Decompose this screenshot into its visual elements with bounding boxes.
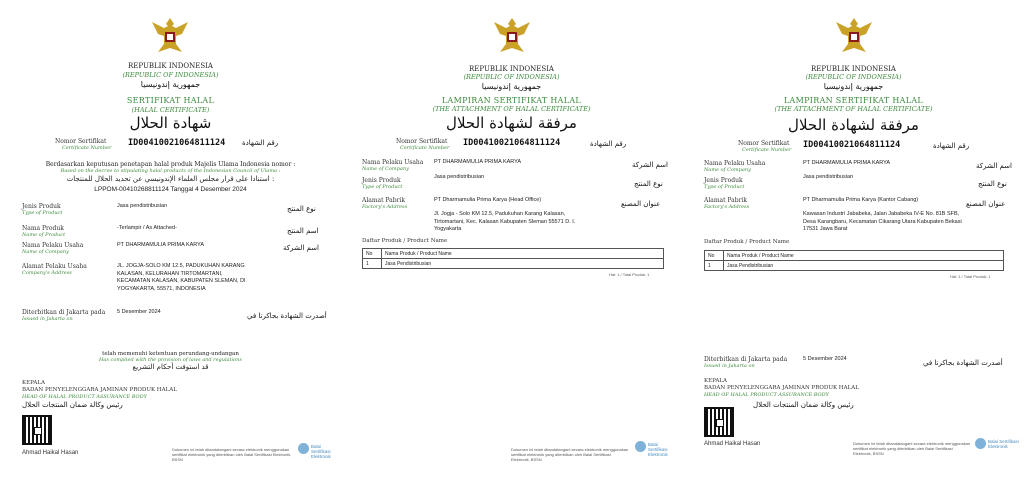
company-label-ar: اسم الشركة [976,162,1012,170]
cert-number-label: Nomor Sertifikat [738,140,790,147]
footer-note: Dokumen ini telah ditandatangani secara elektronik menggunakan sertifikat elektronik yang diterbitkan oleh Balai Sertifikasi Elektronik, BSSN [511,447,629,462]
signer-name: Ahmad Haikal Hasan [22,450,79,456]
certificate-title-en: (HALAL CERTIFICATE) [131,106,210,114]
footer-note: Dokumen ini telah ditandatangani secara elektronik menggunakan sertifikat elektronik yang diterbitkan oleh Balai Sertifikasi Elektronik, BSSN [172,447,292,462]
table-row [363,259,664,269]
bsre-label: Balai Sertifikasi Elektronik [311,444,331,459]
cert-number: ID00410021064811124 [463,138,561,148]
factory-address: Kawasan Industri Jababeka, Jalan Jababeka IV-E No. 81B SFB, Desa Karangbaru, Kecamatan Cikarang Utara Kabupaten Bekasi 17531 Jawa Barat [803,211,962,232]
cert-number-label-ar: رقم الشهادة [933,142,970,150]
attachment-page-head-office [341,0,682,485]
cert-number-label-en: Certificate Number [742,147,792,153]
decree-text: Berdasarkan keputusan penetapan halal produk Majelis Ulama Indonesia nomor : [45,161,296,168]
attachment-title-en: (THE ATTACHMENT OF HALAL CERTIFICATE) [432,105,591,113]
issued-label-en: Issued in Jakarta on [704,363,755,369]
republic-title-ar: جمهورية إندونيسيا [823,82,884,91]
page-counter: Hal: 1 / Total Produk: 1 [609,272,650,277]
comply-text-ar: قد استوفت أحكام التشريع [132,363,209,371]
agency-name-en: HEAD OF HALAL PRODUCT ASSURANCE BODY [22,394,147,400]
col-name-header: Nama Produk / Product Name [724,251,1004,261]
company-value: PT DHARMAMULIA PRIMA KARYA [434,159,522,165]
factory-name: PT Dharmamulia Prima Karya (Head Office) [434,197,542,203]
agency-name-ar: رئيس وكالة ضمان المنتجات الحلال [753,401,854,409]
issued-label: Diterbitkan di Jakarta pada [704,356,788,363]
garuda-emblem-icon [148,14,192,58]
garuda-emblem-icon [490,14,534,58]
attachment-page-branch-office [683,0,1024,485]
kepala-label: KEPALA [22,380,45,386]
product-type-label-en: Type of Product [704,184,745,190]
table-header-row [363,249,664,259]
address-value: JL. JOGJA-SOLO KM 12.5, PADUKUHAN KARANG KALASAN, KELURAHAN TIRTOMARTANI, KECAMATAN KALASAN, KABUPATEN SLEMAN, DI YOGYAKARTA, 55571, INDONESIA [117,263,246,292]
product-name-value: -Terlampir / As Attached- [117,225,177,231]
decree-number: LPPOM-00410268811124 Tanggal 4 Desember 2024 [94,186,247,193]
attachment-title-ar: مرفقة لشهادة الحلال [446,114,577,132]
agency-name-ar: رئيس وكالة ضمان المنتجات الحلال [22,401,123,409]
product-list-label: Daftar Produk / Product Name [704,239,790,245]
company-label: Nama Pelaku Usaha [22,242,84,249]
product-type-label: Jenis Produk [22,203,61,210]
bsre-logo-icon [635,441,646,452]
company-label-en: Name of Company [704,167,751,173]
product-name-label-en: Name of Product [22,232,66,238]
company-value: PT DHARMAMULIA PRIMA KARYA [803,160,891,166]
signer-name: Ahmad Haikal Hasan [704,441,761,447]
kepala-label: KEPALA [704,378,727,384]
republic-title-ar: جمهورية إندونيسيا [481,82,542,91]
cert-number: ID00410021064811124 [128,138,226,148]
factory-label: Alamat Pabrik [704,197,748,204]
bsre-logo-icon [298,443,309,454]
agency-name: BADAN PENYELENGGARA JAMINAN PRODUK HALAL [22,387,177,393]
comply-text-en: Has complied with the provision of laws and regulations [99,357,242,363]
address-label-en: Company's Address [22,270,72,276]
agency-name: BADAN PENYELENGGARA JAMINAN PRODUK HALAL [704,385,859,391]
cert-number-label-en: Certificate Number [62,145,112,151]
decree-text-ar: استنادا على قرار مجلس العلماء الإندونيسي عن تحديد الحلال للمنتجات : [66,175,275,183]
cert-number: ID00410021064811124 [803,140,901,150]
footer-note: Dokumen ini telah ditandatangani secara elektronik menggunakan sertifikat elektronik yang diterbitkan oleh Balai Sertifikasi Elektronik, BSSN [853,441,971,456]
factory-label-ar: عنوان المصنع [966,200,1006,208]
col-name-header: Nama Produk / Product Name [382,249,664,259]
col-no-header: No [363,249,382,259]
product-type-label-en: Type of Product [22,210,63,216]
row-no: 1 [705,261,724,271]
product-type-value: Jasa pendistribusian [803,174,854,180]
garuda-emblem-icon [832,14,876,58]
company-label-en: Name of Company [22,249,69,255]
attachment-title-en: (THE ATTACHMENT OF HALAL CERTIFICATE) [774,105,933,113]
page-counter: Hal: 1 / Total Produk: 1 [950,274,991,279]
cert-number-label: Nomor Sertifikat [396,138,448,145]
agency-name-en: HEAD OF HALAL PRODUCT ASSURANCE BODY [704,392,829,398]
qr-code-icon [704,407,734,437]
product-table [362,248,664,269]
republic-title: REPUBLIK INDONESIA [128,62,213,70]
row-name: Jasa Pendistribusian [382,259,664,269]
republic-title: REPUBLIK INDONESIA [811,65,896,73]
product-type-label: Jenis Produk [362,177,401,184]
table-header-row [705,251,1004,261]
address-label: Alamat Pelaku Usaha [22,263,87,270]
issued-label-en: Issued in Jakarta on [22,316,73,322]
issued-label-ar: أصدرت الشهادة بجاكرتا في [247,312,327,320]
republic-title-en: (REPUBLIC OF INDONESIA) [122,71,219,79]
row-name: Jasa Pendistribusian [724,261,1004,271]
company-label-en: Name of Company [362,166,409,172]
table-row [705,261,1004,271]
company-label: Nama Pelaku Usaha [362,159,424,166]
bsre-label: Balai Sertifikasi Elektronik [988,439,1019,449]
product-type-label-en: Type of Product [362,184,403,190]
bsre-label: Balai Sertifikasi Elektronik [648,442,668,457]
issued-date: 5 Desember 2024 [117,309,161,315]
row-no: 1 [363,259,382,269]
issued-label-ar: أصدرت الشهادة بجاكرتا في [923,359,1003,367]
factory-label-en: Factory's Address [362,204,408,210]
product-type-label-ar: نوع المنتج [978,180,1007,188]
product-name-label-ar: اسم المنتج [287,227,319,235]
comply-text: telah memenuhi ketentuan perundang-undangan [102,351,239,357]
republic-title-en: (REPUBLIC OF INDONESIA) [805,73,902,81]
product-list-label: Daftar Produk / Product Name [362,238,448,244]
issued-date: 5 Desember 2024 [803,356,847,362]
company-label-ar: اسم الشركة [283,244,319,252]
attachment-title: LAMPIRAN SERTIFIKAT HALAL [783,96,924,105]
attachment-title: LAMPIRAN SERTIFIKAT HALAL [441,96,582,105]
product-name-label: Nama Produk [22,225,64,232]
cert-number-label-en: Certificate Number [400,145,450,151]
decree-text-en: Based on the decree to stipulating halal products of the Indonesian Council of Ulama : [60,168,281,174]
factory-label-ar: عنوان المصنع [621,200,661,208]
certificate-title: SERTIFIKAT HALAL [126,96,215,105]
factory-name: PT Dharmamulia Prima Karya (Kantor Cabang) [803,197,919,203]
attachment-title-ar: مرفقة لشهادة الحلال [788,116,919,134]
bsre-logo-icon [975,438,986,449]
halal-certificate-page [0,0,341,485]
company-label: Nama Pelaku Usaha [704,160,766,167]
product-type-value: Jasa pendistribusian [434,174,485,180]
factory-address: Jl. Jogja - Solo KM 12.5, Padukuhan Karang Kalasan, Tirtomartani, Kec. Kalasan Kabupaten Sleman 55571 D. I. Yogyakarta [434,211,576,232]
certificate-title-ar: شهادة الحلال [129,114,212,132]
republic-title-ar: جمهورية إندونيسيا [140,80,201,89]
product-type-label: Jenis Produk [704,177,743,184]
company-value: PT DHARMAMULIA PRIMA KARYA [117,242,205,248]
issued-label: Diterbitkan di Jakarta pada [22,309,106,316]
product-type-value: Jasa pendistribusian [117,203,168,209]
republic-title: REPUBLIK INDONESIA [469,65,554,73]
cert-number-label: Nomor Sertifikat [55,138,107,145]
company-label-ar: اسم الشركة [632,161,668,169]
factory-label: Alamat Pabrik [362,197,406,204]
cert-number-label-ar: رقم الشهادة [242,139,279,147]
qr-code-icon [22,415,52,445]
col-no-header: No [705,251,724,261]
product-type-label-ar: نوع المنتج [634,180,663,188]
product-table [704,250,1004,271]
cert-number-label-ar: رقم الشهادة [590,140,627,148]
factory-label-en: Factory's Address [704,204,750,210]
republic-title-en: (REPUBLIC OF INDONESIA) [463,73,560,81]
product-type-label-ar: نوع المنتج [287,205,316,213]
